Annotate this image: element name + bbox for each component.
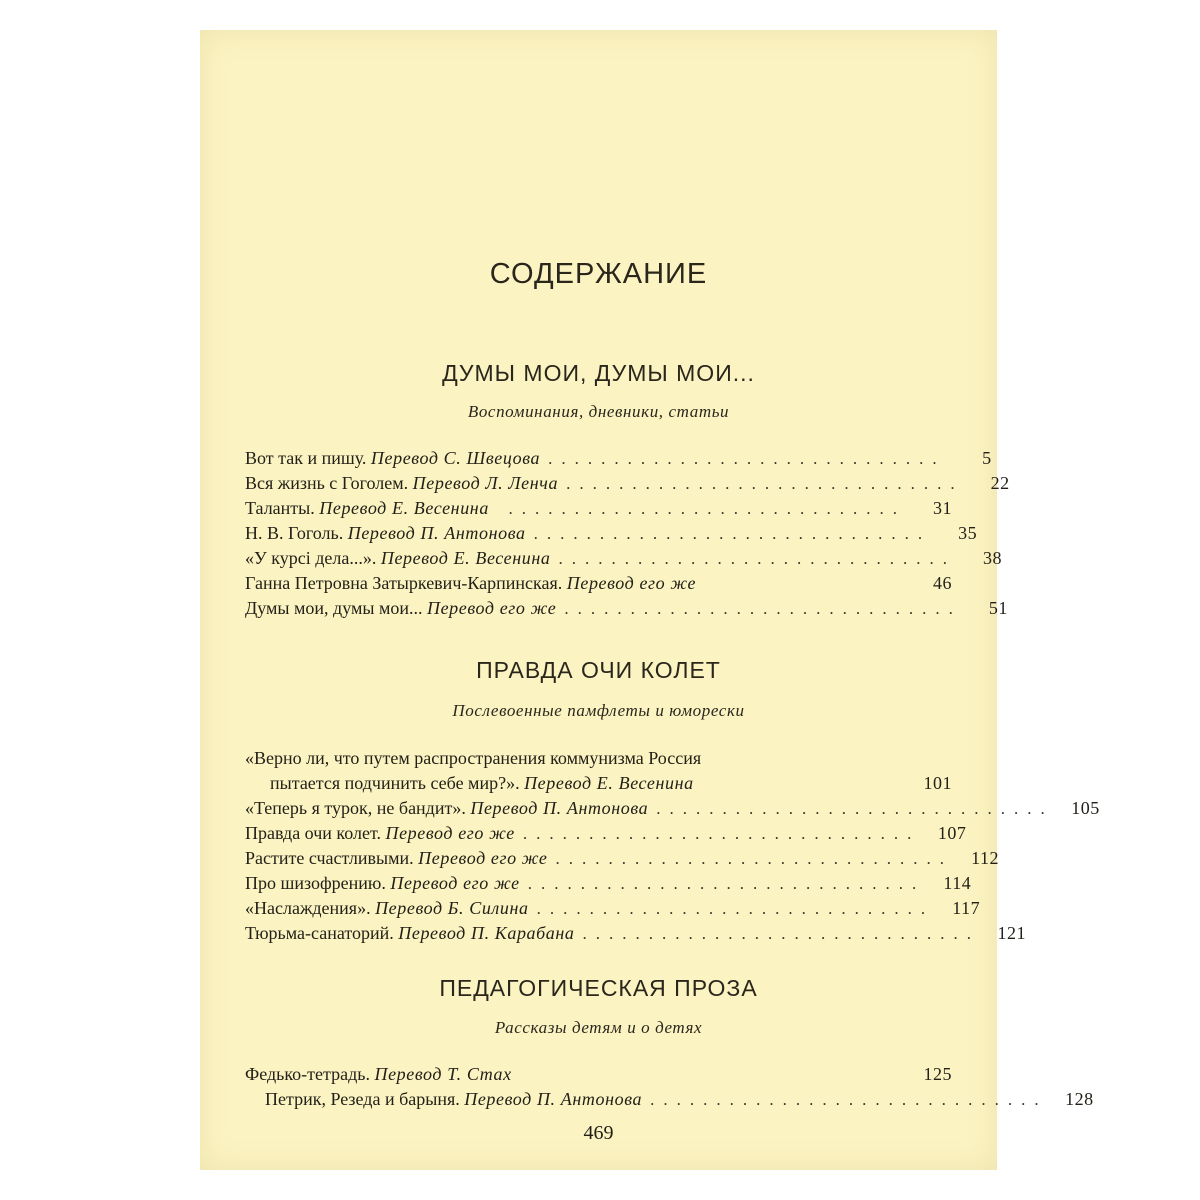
- toc-list: [245, 1062, 1094, 1112]
- section-subtitle: Рассказы детям и о детях: [494, 1018, 703, 1037]
- toc-entry: Петрик, Резеда и барыня. Перевод П. Антонова .............................. 128: [265, 1089, 1094, 1109]
- toc-entry: «Верно ли, что путем распространения коммунизма Россия: [245, 748, 702, 768]
- toc-entry: «Наслаждения». Перевод Б. Силина .............................. 117: [245, 898, 981, 918]
- section-title: ПРАВДА ОЧИ КОЛЕТ: [476, 657, 721, 683]
- section-title: ПЕДАГОГИЧЕСКАЯ ПРОЗА: [439, 975, 758, 1001]
- toc-entry: Таланты. Перевод Е. Весенина .............................. 31: [245, 498, 952, 518]
- toc-entry: Вот так и пишу. Перевод С. Швецова .............................. 5: [245, 448, 992, 468]
- toc-entry: Правда очи колет. Перевод его же .............................. 107: [245, 823, 967, 843]
- toc-entry: Думы мои, думы мои... Перевод его же .............................. 51: [245, 598, 1008, 618]
- toc-entry: «У курсі дела...». Перевод Е. Весенина .............................. 38: [245, 548, 1003, 568]
- toc-list: [245, 446, 1010, 621]
- toc-entry: пытается подчинить себе мир?». Перевод Е. Весенина 101: [270, 773, 952, 793]
- toc-entry: Н. В. Гоголь. Перевод П. Антонова .............................. 35: [245, 523, 978, 543]
- toc-entry: Федько-тетрадь. Перевод Т. Стах 125: [245, 1064, 952, 1084]
- contents-title: СОДЕРЖАНИЕ: [489, 258, 708, 290]
- section-subtitle: Воспоминания, дневники, статьи: [467, 402, 730, 421]
- page-number: 469: [583, 1122, 614, 1144]
- toc-list: [245, 746, 1100, 946]
- toc-entry: Про шизофрению. Перевод его же .............................. 114: [245, 873, 972, 893]
- toc-entry: Растите счастливыми. Перевод его же .............................. 112: [245, 848, 999, 868]
- toc-entry: Тюрьма-санаторий. Перевод П. Карабана .............................. 121: [245, 923, 1027, 943]
- book-page: [200, 30, 1100, 1170]
- section-subtitle: Послевоенные памфлеты и юморески: [452, 701, 745, 720]
- toc-entry: Вся жизнь с Гоголем. Перевод Л. Ленча .............................. 22: [245, 473, 1010, 493]
- toc-entry: «Теперь я турок, не бандит». Перевод П. Антонова .............................. 105: [245, 798, 1100, 818]
- section-title: ДУМЫ МОИ, ДУМЫ МОИ...: [442, 360, 755, 386]
- toc-entry: Ганна Петровна Затыркевич-Карпинская. Перевод его же 46: [245, 573, 952, 593]
